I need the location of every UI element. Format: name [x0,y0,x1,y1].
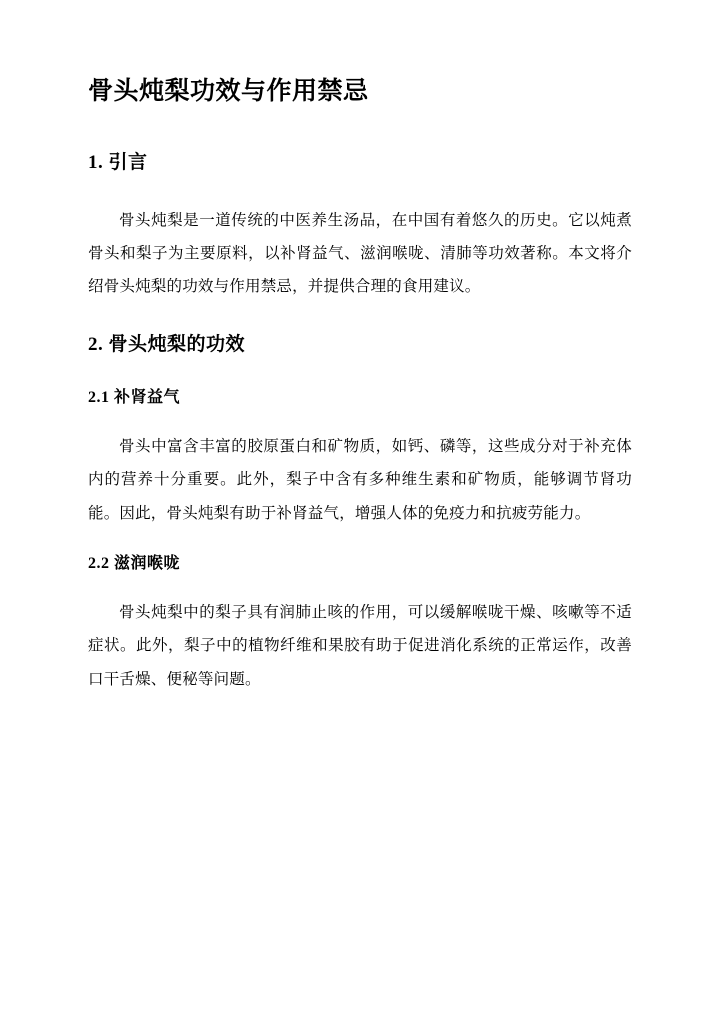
spacer [88,303,632,331]
subsection-2-2-paragraph-1: 骨头炖梨中的梨子具有润肺止咳的作用，可以缓解喉咙干燥、咳嗽等不适症状。此外，梨子中的植物纤维和果胶有助于促进消化系统的正常运作，改善口干舌燥、便秘等问题。 [88,603,632,688]
document-body [88,74,632,696]
subsection-2-1-paragraph-1: 骨头中富含丰富的胶原蛋白和矿物质，如钙、磷等，这些成分对于补充体内的营养十分重要。此外，梨子中含有多种维生素和矿物质，能够调节肾功能。因此，骨头炖梨有助于补肾益气，增强人体的免疫力和抗疲劳能力。 [88,437,632,522]
section-heading-1: 1. 引言 [88,152,148,173]
page-title: 骨头炖梨功效与作用禁忌 [88,78,369,105]
spacer [88,360,632,386]
subsection-heading-2-2: 2.2 滋润喉咙 [88,554,181,572]
section-1-paragraph-1: 骨头炖梨是一道传统的中医养生汤品，在中国有着悠久的历史。它以炖煮骨头和梨子为主要原料，以补肾益气、滋润喉咙、清肺等功效著称。本文将介绍骨头炖梨的功效与作用禁忌，并提供合理的食用建议。 [88,211,632,296]
spacer [88,530,632,552]
spacer [88,109,632,149]
spacer [88,178,632,204]
spacer [88,576,632,596]
section-heading-2: 2. 骨头炖梨的功效 [88,334,246,356]
subsection-heading-2-1: 2.1 补肾益气 [88,388,181,406]
spacer [88,410,632,430]
